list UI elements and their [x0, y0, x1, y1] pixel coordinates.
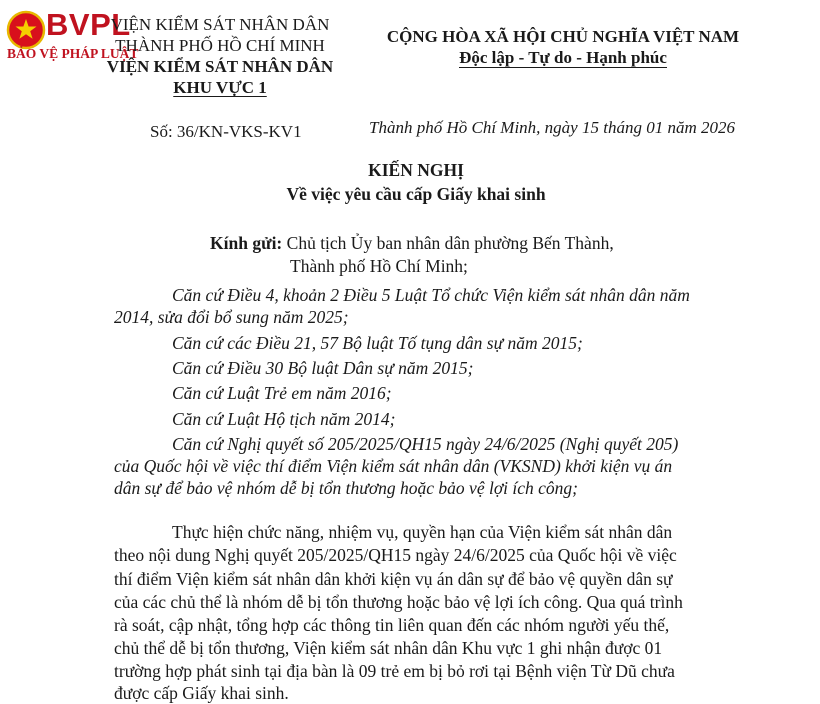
paragraph-line: trường hợp phát sinh tại địa bàn là 09 trẻ em bị bỏ rơi tại Bệnh viện Từ Dũ chưa: [114, 661, 675, 681]
legal-basis-line: dân sự để bảo vệ nhóm dễ bị tổn thương hoặc bảo vệ lợi ích công;: [114, 478, 578, 498]
republic-motto: Độc lập - Tự do - Hạnh phúc: [459, 48, 667, 67]
legal-basis-line: Căn cứ các Điều 21, 57 Bộ luật Tố tụng dân sự năm 2015;: [172, 333, 583, 353]
paragraph-line: chủ thể dễ bị tổn thương, Viện kiểm sát nhân dân Khu vực 1 ghi nhận được 01: [114, 638, 663, 658]
recipient: [210, 233, 614, 254]
legal-basis-line: của Quốc hội về việc thí điểm Viện kiểm sát nhân dân (VKSND) khởi kiện vụ án: [114, 456, 673, 476]
watermark-subtitle: BẢO VỆ PHÁP LUẬT: [7, 46, 139, 61]
document-title: KIẾN NGHỊ: [368, 160, 464, 180]
paragraph-line: thí điểm Viện kiểm sát nhân dân khởi kiện vụ án dân sự để bảo vệ quyền dân sự: [114, 569, 673, 589]
paragraph-line: rà soát, cập nhật, tổng hợp các thông tin liên quan đến các nhóm người yếu thế,: [114, 615, 670, 635]
recipient-label: Kính gửi:: [210, 233, 283, 253]
paragraph-line: theo nội dung Nghị quyết 205/2025/QH15 ngày 24/6/2025 của Quốc hội về việc: [114, 545, 677, 565]
recipient-line-2: Thành phố Hồ Chí Minh;: [290, 256, 468, 276]
legal-basis-line: Căn cứ Điều 30 Bộ luật Dân sự năm 2015;: [172, 358, 474, 378]
agency-line-3: VIỆN KIỂM SÁT NHÂN DÂN: [106, 57, 334, 76]
legal-basis-line: 2014, sửa đổi bổ sung năm 2025;: [114, 307, 349, 327]
legal-basis-line: Căn cứ Điều 4, khoản 2 Điều 5 Luật Tổ chức Viện kiểm sát nhân dân năm: [172, 285, 690, 305]
legal-basis-line: Căn cứ Luật Hộ tịch năm 2014;: [172, 409, 396, 429]
agency-line-1: VIỆN KIỂM SÁT NHÂN DÂN: [110, 15, 330, 34]
paragraph-line: của các chủ thể là nhóm dễ bị tổn thương hoặc bảo vệ lợi ích công. Qua quá trình: [114, 592, 683, 612]
paragraph-line: được cấp Giấy khai sinh.: [114, 683, 289, 703]
paragraph-line: Thực hiện chức năng, nhiệm vụ, quyền hạn của Viện kiểm sát nhân dân: [172, 522, 673, 542]
republic-header: [380, 26, 746, 68]
place-date: Thành phố Hồ Chí Minh, ngày 15 tháng 01 năm 2026: [369, 118, 735, 137]
legal-basis-line: Căn cứ Nghị quyết số 205/2025/QH15 ngày 24/6/2025 (Nghị quyết 205): [172, 434, 679, 454]
recipient-line-1: Chủ tịch Ủy ban nhân dân phường Bến Thành,: [286, 233, 614, 253]
agency-header: [94, 14, 346, 98]
watermark-brand: BVPL: [46, 7, 131, 42]
document-subject: Về việc yêu cầu cấp Giấy khai sinh: [286, 184, 546, 204]
document-number: Số: 36/KN-VKS-KV1: [150, 122, 302, 141]
agency-line-4: KHU VỰC 1: [173, 78, 267, 97]
republic-name: CỘNG HÒA XÃ HỘI CHỦ NGHĨA VIỆT NAM: [386, 27, 740, 46]
agency-line-2: THÀNH PHỐ HỒ CHÍ MINH: [115, 36, 325, 55]
national-emblem-icon: [6, 10, 46, 50]
legal-basis-line: Căn cứ Luật Trẻ em năm 2016;: [172, 383, 392, 403]
